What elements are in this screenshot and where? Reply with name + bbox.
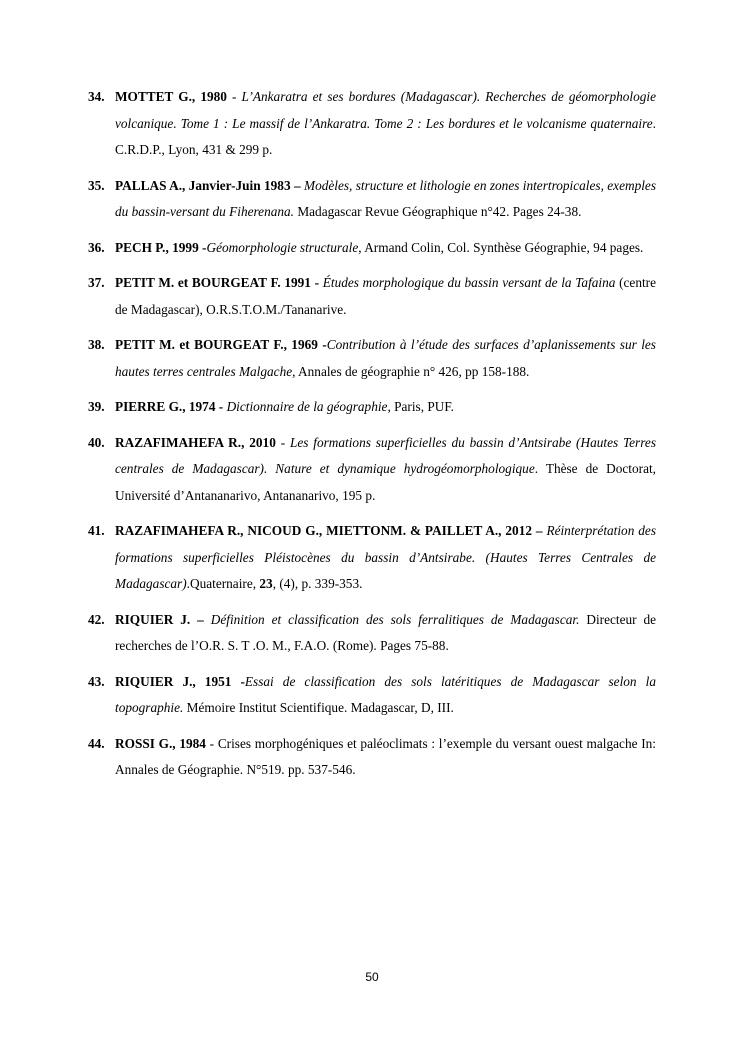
- reference-number: 39.: [88, 399, 105, 414]
- reference-details: (centre de Madagascar), O.R.S.T.O.M./Tananarive.: [115, 275, 657, 317]
- reference-details: . Thèse de Doctorat, Université d’Antananarivo, Antananarivo, 195 p.: [115, 461, 656, 503]
- reference-details: Mémoire Institut Scientifique. Madagascar, D, III.: [183, 700, 454, 715]
- reference-details: .Quaternaire,: [186, 576, 260, 591]
- reference-number: 42.: [88, 611, 105, 627]
- reference-number: 38.: [88, 337, 105, 352]
- reference-entry: [88, 394, 656, 421]
- reference-separator: -: [226, 89, 242, 104]
- reference-details: . C.R.D.P., Lyon, 431 & 299 p.: [115, 115, 656, 157]
- reference-number: 37.: [88, 275, 105, 290]
- reference-title: Géomorphologie structurale: [206, 239, 359, 255]
- reference-list: [88, 84, 656, 784]
- reference-details: , Paris, PUF.: [387, 399, 454, 414]
- reference-title: Définition et classification des sols ferralitiques de Madagascar.: [210, 611, 580, 627]
- reference-title: Les formations superficielles du bassin d’Antsirabe (Hautes Terres centrales de Madagascar). Nature et dynamique hydrogéomorphologique: [115, 434, 656, 476]
- reference-author: RAZAFIMAHEFA R., 2010: [115, 434, 276, 450]
- reference-title: Études morphologique du bassin versant de la Tafaina: [322, 275, 616, 290]
- reference-author: MOTTET G., 1980: [115, 89, 227, 104]
- reference-details: Madagascar Revue Géographique n°42. Pages 24-38.: [294, 204, 582, 219]
- page-number: 50: [365, 970, 379, 984]
- reference-entry: [88, 332, 656, 385]
- reference-entry: [88, 430, 656, 510]
- reference-details-2: , (4), p. 339-353.: [272, 576, 363, 591]
- reference-volume: 23: [259, 576, 273, 591]
- reference-title: Contribution à l’étude des surfaces d’aplanissements sur les hautes terres centrales Malgache: [115, 337, 656, 379]
- reference-details: , Annales de géographie n° 426, pp 158-188.: [292, 363, 530, 379]
- reference-author: ROSSI G., 1984: [115, 735, 206, 751]
- reference-separator: [204, 612, 211, 627]
- reference-details: Directeur de recherches de l’O.R. S. T .O. M., F.A.O. (Rome). Pages 75-88.: [115, 611, 657, 653]
- reference-entry: [88, 607, 656, 660]
- reference-entry: [88, 84, 656, 164]
- reference-title: L’Ankaratra et ses bordures (Madagascar). Recherches de géomorphologie volcanique. Tome 1 : Le massif de l’Ankaratra. Tome 2 : Les bordures et le volcanisme quaternaire: [115, 89, 656, 131]
- reference-number: 41.: [88, 523, 105, 538]
- reference-title: Modèles, structure et lithologie en zones intertropicales, exemples du bassin-versant du Fiherenana.: [115, 177, 656, 219]
- reference-number: 36.: [88, 239, 105, 255]
- reference-author: PECH P., 1999 -: [115, 239, 207, 255]
- reference-author: PIERRE G., 1974 -: [115, 399, 224, 414]
- reference-entry: [88, 173, 656, 226]
- reference-author: PETIT M. et BOURGEAT F. 1991 -: [115, 275, 320, 290]
- reference-author: PETIT M. et BOURGEAT F., 1969 -: [115, 337, 327, 352]
- reference-entry: [88, 669, 656, 722]
- reference-number: 44.: [88, 735, 105, 751]
- reference-separator: -: [275, 434, 290, 450]
- reference-number: 35.: [88, 177, 105, 193]
- reference-entry: [88, 235, 656, 262]
- reference-details: Crises morphogéniques et paléoclimats : l’exemple du versant ouest malgache In: Annales de Géographie. N°519. pp. 537-546.: [115, 735, 656, 777]
- reference-entry: [88, 731, 656, 784]
- reference-author: RAZAFIMAHEFA R., NICOUD G., MIETTONM. & PAILLET A., 2012 –: [115, 523, 543, 538]
- reference-title: Dictionnaire de la géographie: [226, 399, 388, 414]
- reference-title: Réinterprétation des formations superficielles Pléistocènes du bassin d’Antsirabe. (Hautes Terres Centrales de Madagascar): [115, 523, 656, 591]
- reference-title: Essai de classification des sols latéritiques de Madagascar selon la topographie.: [115, 673, 656, 715]
- reference-entry: [88, 270, 656, 323]
- reference-number: 43.: [88, 673, 105, 689]
- reference-number: 40.: [88, 434, 105, 450]
- reference-separator: -: [205, 735, 218, 751]
- reference-author: RIQUIER J., 1951 -: [115, 673, 245, 689]
- reference-details: , Armand Colin, Col. Synthèse Géographie, 94 pages.: [358, 239, 644, 255]
- reference-author: PALLAS A., Janvier-Juin 1983 –: [115, 177, 301, 193]
- reference-number: 34.: [88, 89, 105, 104]
- reference-entry: [88, 518, 656, 598]
- reference-author: RIQUIER J. –: [115, 611, 204, 627]
